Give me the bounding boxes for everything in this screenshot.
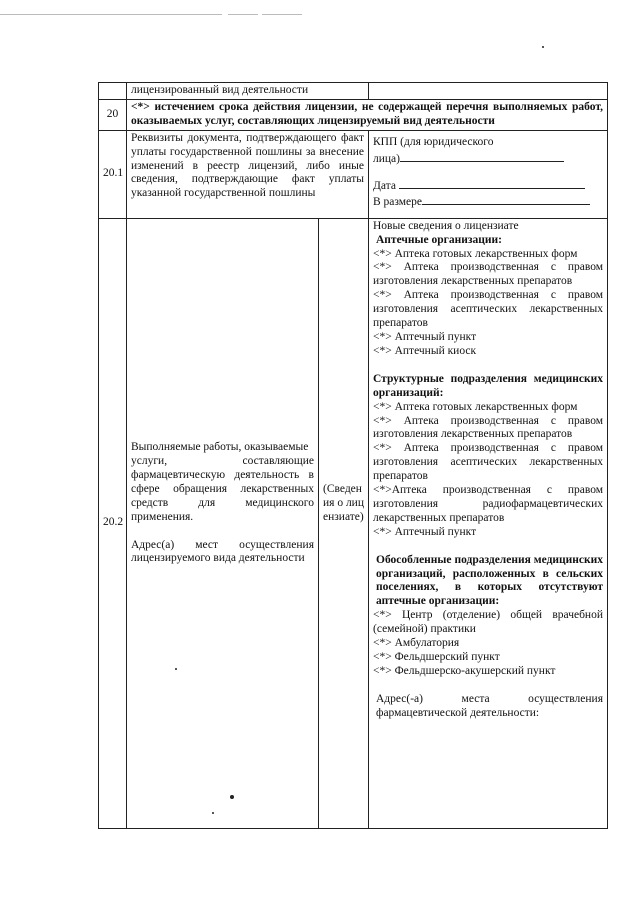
option-item[interactable]: <*> Фельдшерско-акушерский пункт	[373, 664, 556, 677]
option-item[interactable]: <*>Аптека производственная с правом изготовления радиофармацевтических лекарственных препаратов	[373, 484, 603, 524]
cell-empty	[369, 83, 608, 100]
scan-artifact-line	[0, 14, 640, 15]
table-row	[99, 83, 608, 100]
scan-speck	[175, 668, 177, 670]
date-label: Дата	[373, 179, 396, 192]
row-number: 20.2	[99, 218, 127, 828]
cell-fee-fields	[369, 130, 608, 218]
table-row	[99, 130, 608, 218]
new-info-title: Новые сведения о лицензиате	[373, 219, 519, 232]
option-item[interactable]: <*> Аптека производственная с правом изготовления лекарственных препаратов	[373, 261, 603, 288]
row-number-empty	[99, 83, 127, 100]
option-item[interactable]: <*> Центр (отделение) общей врачебной (семейной) практики	[373, 609, 603, 636]
kpp-field[interactable]	[373, 150, 603, 167]
license-form-table	[98, 82, 608, 829]
option-item[interactable]: <*> Аптека готовых лекарственных форм	[373, 400, 578, 413]
table-row	[99, 218, 608, 828]
option-item[interactable]: <*> Аптека производственная с правом изготовления лекарственных препаратов	[373, 414, 603, 441]
scan-speck	[542, 46, 544, 48]
size-field[interactable]	[373, 193, 603, 210]
cell-expiry-clause: <*> истечением срока действия лицензии, не содержащей перечня выполняемых работ, оказываемых услуг, составляющих лицензируемый вид деятельности	[127, 99, 608, 130]
pharmacy-orgs-title: Аптечные организации:	[376, 233, 502, 246]
cell-new-info	[369, 218, 608, 828]
option-item[interactable]: <*> Аптечный пункт	[373, 525, 477, 538]
row-number: 20.1	[99, 130, 127, 218]
scan-speck	[212, 812, 214, 814]
option-item[interactable]: <*> Аптека производственная с правом изготовления асептических лекарственных препаратов	[373, 442, 603, 483]
size-label: В размере	[373, 196, 423, 209]
rural-units-title: Обособленные подразделения медицинских организаций, расположенных в сельских поселениях, в которых отсутствуют аптечные организации:	[376, 553, 603, 608]
date-field[interactable]	[373, 177, 603, 194]
scan-speck	[230, 795, 234, 799]
cell-work-description	[127, 218, 319, 828]
licensee-info-label: (Сведения о лицензиате)	[323, 482, 364, 523]
option-item[interactable]: <*> Аптека готовых лекарственных форм	[373, 247, 578, 260]
cell-licensed-activity: лицензированный вид деятельности	[127, 83, 369, 100]
work-text: услуги, составляющие фармацевтическую деятельность в сфере обращения лекарственных средств для медицинского применения.	[131, 455, 314, 523]
table-row	[99, 99, 608, 130]
option-item[interactable]: <*> Аптечный пункт	[373, 330, 477, 343]
activity-address-label: Адрес(-а) места осуществления фармацевтической деятельности:	[376, 692, 603, 719]
row-number: 20	[99, 99, 127, 130]
option-item[interactable]: <*> Амбулатория	[373, 637, 460, 650]
address-label: Адрес(а) мест осуществления лицензируемого вида деятельности	[131, 538, 314, 565]
kpp-label-2: лица)	[373, 152, 400, 165]
option-item[interactable]: <*> Аптека производственная с правом изготовления асептических лекарственных препаратов	[373, 289, 603, 330]
option-item[interactable]: <*> Аптечный киоск	[373, 344, 477, 357]
cell-licensee-info	[319, 218, 369, 828]
kpp-label: КПП (для юридического	[373, 135, 494, 148]
structural-units-title: Структурные подразделения медицинских организаций:	[373, 372, 603, 399]
option-item[interactable]: <*> Фельдшерский пункт	[373, 651, 500, 663]
work-line-1: Выполняемые работы, оказываемые	[131, 441, 309, 454]
cell-fee-requisites: Реквизиты документа, подтверждающего факт уплаты государственной пошлины за внесение изменений в реестр лицензий, либо иные сведения, подтверждающие факт уплаты указанной государственной пошлины	[127, 130, 369, 218]
